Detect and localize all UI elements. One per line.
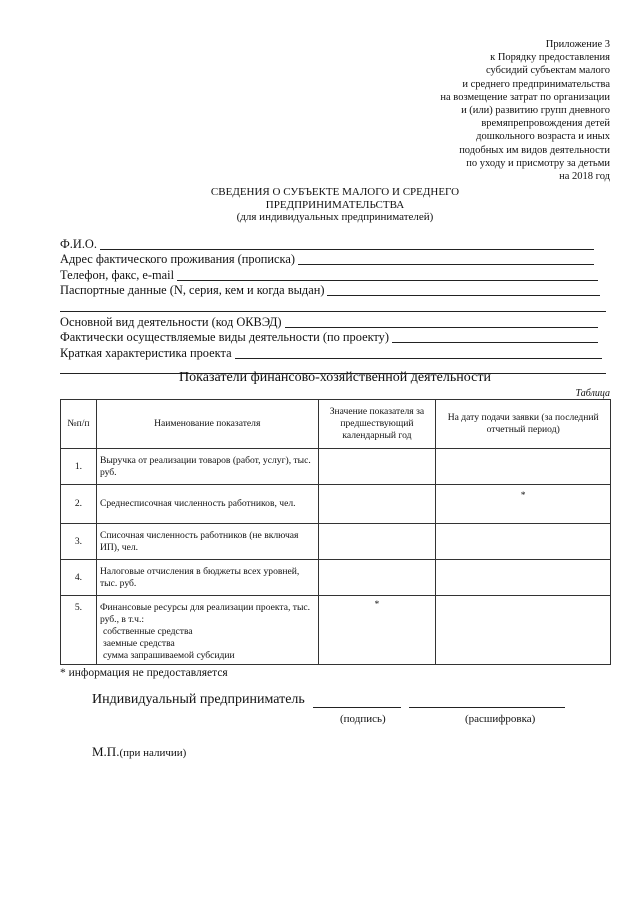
row-name-cell	[96, 596, 318, 665]
appendix-line: Приложение 3	[545, 39, 610, 50]
form-title	[120, 186, 550, 224]
okved-field[interactable]	[285, 316, 598, 328]
appendix-line: и (или) развитию групп дневного	[461, 105, 610, 117]
header-prev-year: Значение показателя за предшествующий календарный год	[318, 400, 436, 449]
phone-label: Телефон, факс, e-mail	[60, 267, 175, 282]
seal-note: (при наличии)	[119, 747, 187, 759]
address-row	[60, 252, 606, 268]
subitem-own-funds: собственные средства	[102, 626, 193, 637]
passport-row	[60, 283, 606, 299]
row-num: 5.	[61, 596, 97, 665]
appendix-line: на возмещение затрат по организации	[440, 91, 610, 103]
fio-field[interactable]	[100, 238, 594, 250]
row-prev-value[interactable]	[318, 524, 436, 560]
form-title-line2: ПРЕДПРИНИМАТЕЛЬСТВА	[265, 198, 405, 211]
applicant-fields	[60, 236, 606, 376]
passport-continuation-row	[60, 298, 606, 314]
row-name: Выручка от реализации товаров (работ, услуг), тыс. руб.	[96, 449, 318, 485]
project-row	[60, 345, 606, 361]
row-num: 3.	[61, 524, 97, 560]
signature-caption: (подпись)	[340, 713, 386, 725]
subitem-requested-subsidy: сумма запрашиваемой субсидии	[102, 650, 235, 661]
row-prev-value[interactable]	[318, 449, 436, 485]
appendix-line: к Порядку предоставления	[490, 52, 610, 64]
header-num: №п/п	[61, 400, 97, 449]
footnote: * информация не предоставляется	[60, 667, 228, 679]
row-current-value[interactable]: *	[436, 485, 611, 524]
form-title-subtitle: (для индивидуальных предпринимателей)	[236, 211, 434, 223]
table-row	[61, 560, 611, 596]
appendix-line: подобных им видов деятельности	[459, 144, 610, 156]
activities-label: Фактически осуществляемые виды деятельности (по проекту)	[60, 330, 389, 345]
seal-label: М.П.	[92, 744, 120, 759]
appendix-line: времяпрепровождения детей	[481, 118, 610, 130]
row-name: Среднесписочная численность работников, чел.	[96, 485, 318, 524]
row-name: Налоговые отчисления в бюджеты всех уровней, тыс. руб.	[96, 560, 318, 596]
table-row	[61, 485, 611, 524]
row-name: Списочная численность работников (не включая ИП), чел.	[96, 524, 318, 560]
seal-block	[92, 744, 186, 760]
address-field[interactable]	[298, 253, 594, 265]
appendix-line: дошкольного возраста и иных	[476, 131, 610, 143]
table-label: Таблица	[575, 388, 610, 399]
row-num: 4.	[61, 560, 97, 596]
appendix-line: по уходу и присмотру за детьми	[466, 157, 610, 169]
address-label: Адрес фактического проживания (прописка)	[60, 252, 295, 267]
appendix-line: и среднего предпринимательства	[462, 78, 610, 90]
decoding-caption: (расшифровка)	[465, 713, 536, 725]
table-row	[61, 596, 611, 665]
phone-row	[60, 267, 606, 283]
fio-row	[60, 236, 606, 252]
signature-field[interactable]	[313, 693, 401, 708]
project-field[interactable]	[235, 347, 602, 359]
row-current-value[interactable]	[436, 449, 611, 485]
subitem-borrowed-funds: заемные средства	[102, 638, 175, 649]
signature-label: Индивидуальный предприниматель	[92, 692, 305, 707]
row-prev-value[interactable]	[318, 485, 436, 524]
fio-label: Ф.И.О.	[60, 236, 97, 251]
row-current-value[interactable]	[436, 596, 611, 665]
header-name: Наименование показателя	[96, 400, 318, 449]
indicators-heading: Показатели финансово-хозяйственной деятельности	[179, 370, 491, 385]
okved-row	[60, 314, 606, 330]
row-num: 2.	[61, 485, 97, 524]
form-title-line1: СВЕДЕНИЯ О СУБЪЕКТЕ МАЛОГО И СРЕДНЕГО	[210, 186, 460, 198]
appendix-header	[350, 38, 610, 183]
passport-field[interactable]	[327, 284, 600, 296]
activities-field[interactable]	[392, 331, 598, 343]
table-header-row	[61, 400, 611, 449]
signature-decoding-field[interactable]	[409, 693, 565, 708]
indicators-table	[60, 399, 611, 665]
row-current-value[interactable]	[436, 560, 611, 596]
row-num: 1.	[61, 449, 97, 485]
row-current-value[interactable]	[436, 524, 611, 560]
project-label: Краткая характеристика проекта	[60, 345, 232, 360]
header-application-date: На дату подачи заявки (за последний отчетный период)	[436, 400, 611, 449]
row-prev-value[interactable]	[318, 560, 436, 596]
table-row	[61, 449, 611, 485]
row-name: Финансовые ресурсы для реализации проекта, тыс. руб., в т.ч.:	[99, 602, 311, 625]
row-prev-value[interactable]: *	[318, 596, 436, 665]
activities-row	[60, 330, 606, 346]
appendix-line: на 2018 год	[559, 171, 610, 183]
okved-label: Основной вид деятельности (код ОКВЭД)	[60, 314, 282, 329]
appendix-line: субсидий субъектам малого	[486, 65, 610, 77]
phone-field[interactable]	[177, 269, 598, 281]
passport-label: Паспортные данные (N, серия, кем и когда выдан)	[60, 283, 325, 298]
passport-continuation-field[interactable]	[60, 300, 606, 312]
signature-block	[92, 692, 592, 708]
table-row	[61, 524, 611, 560]
